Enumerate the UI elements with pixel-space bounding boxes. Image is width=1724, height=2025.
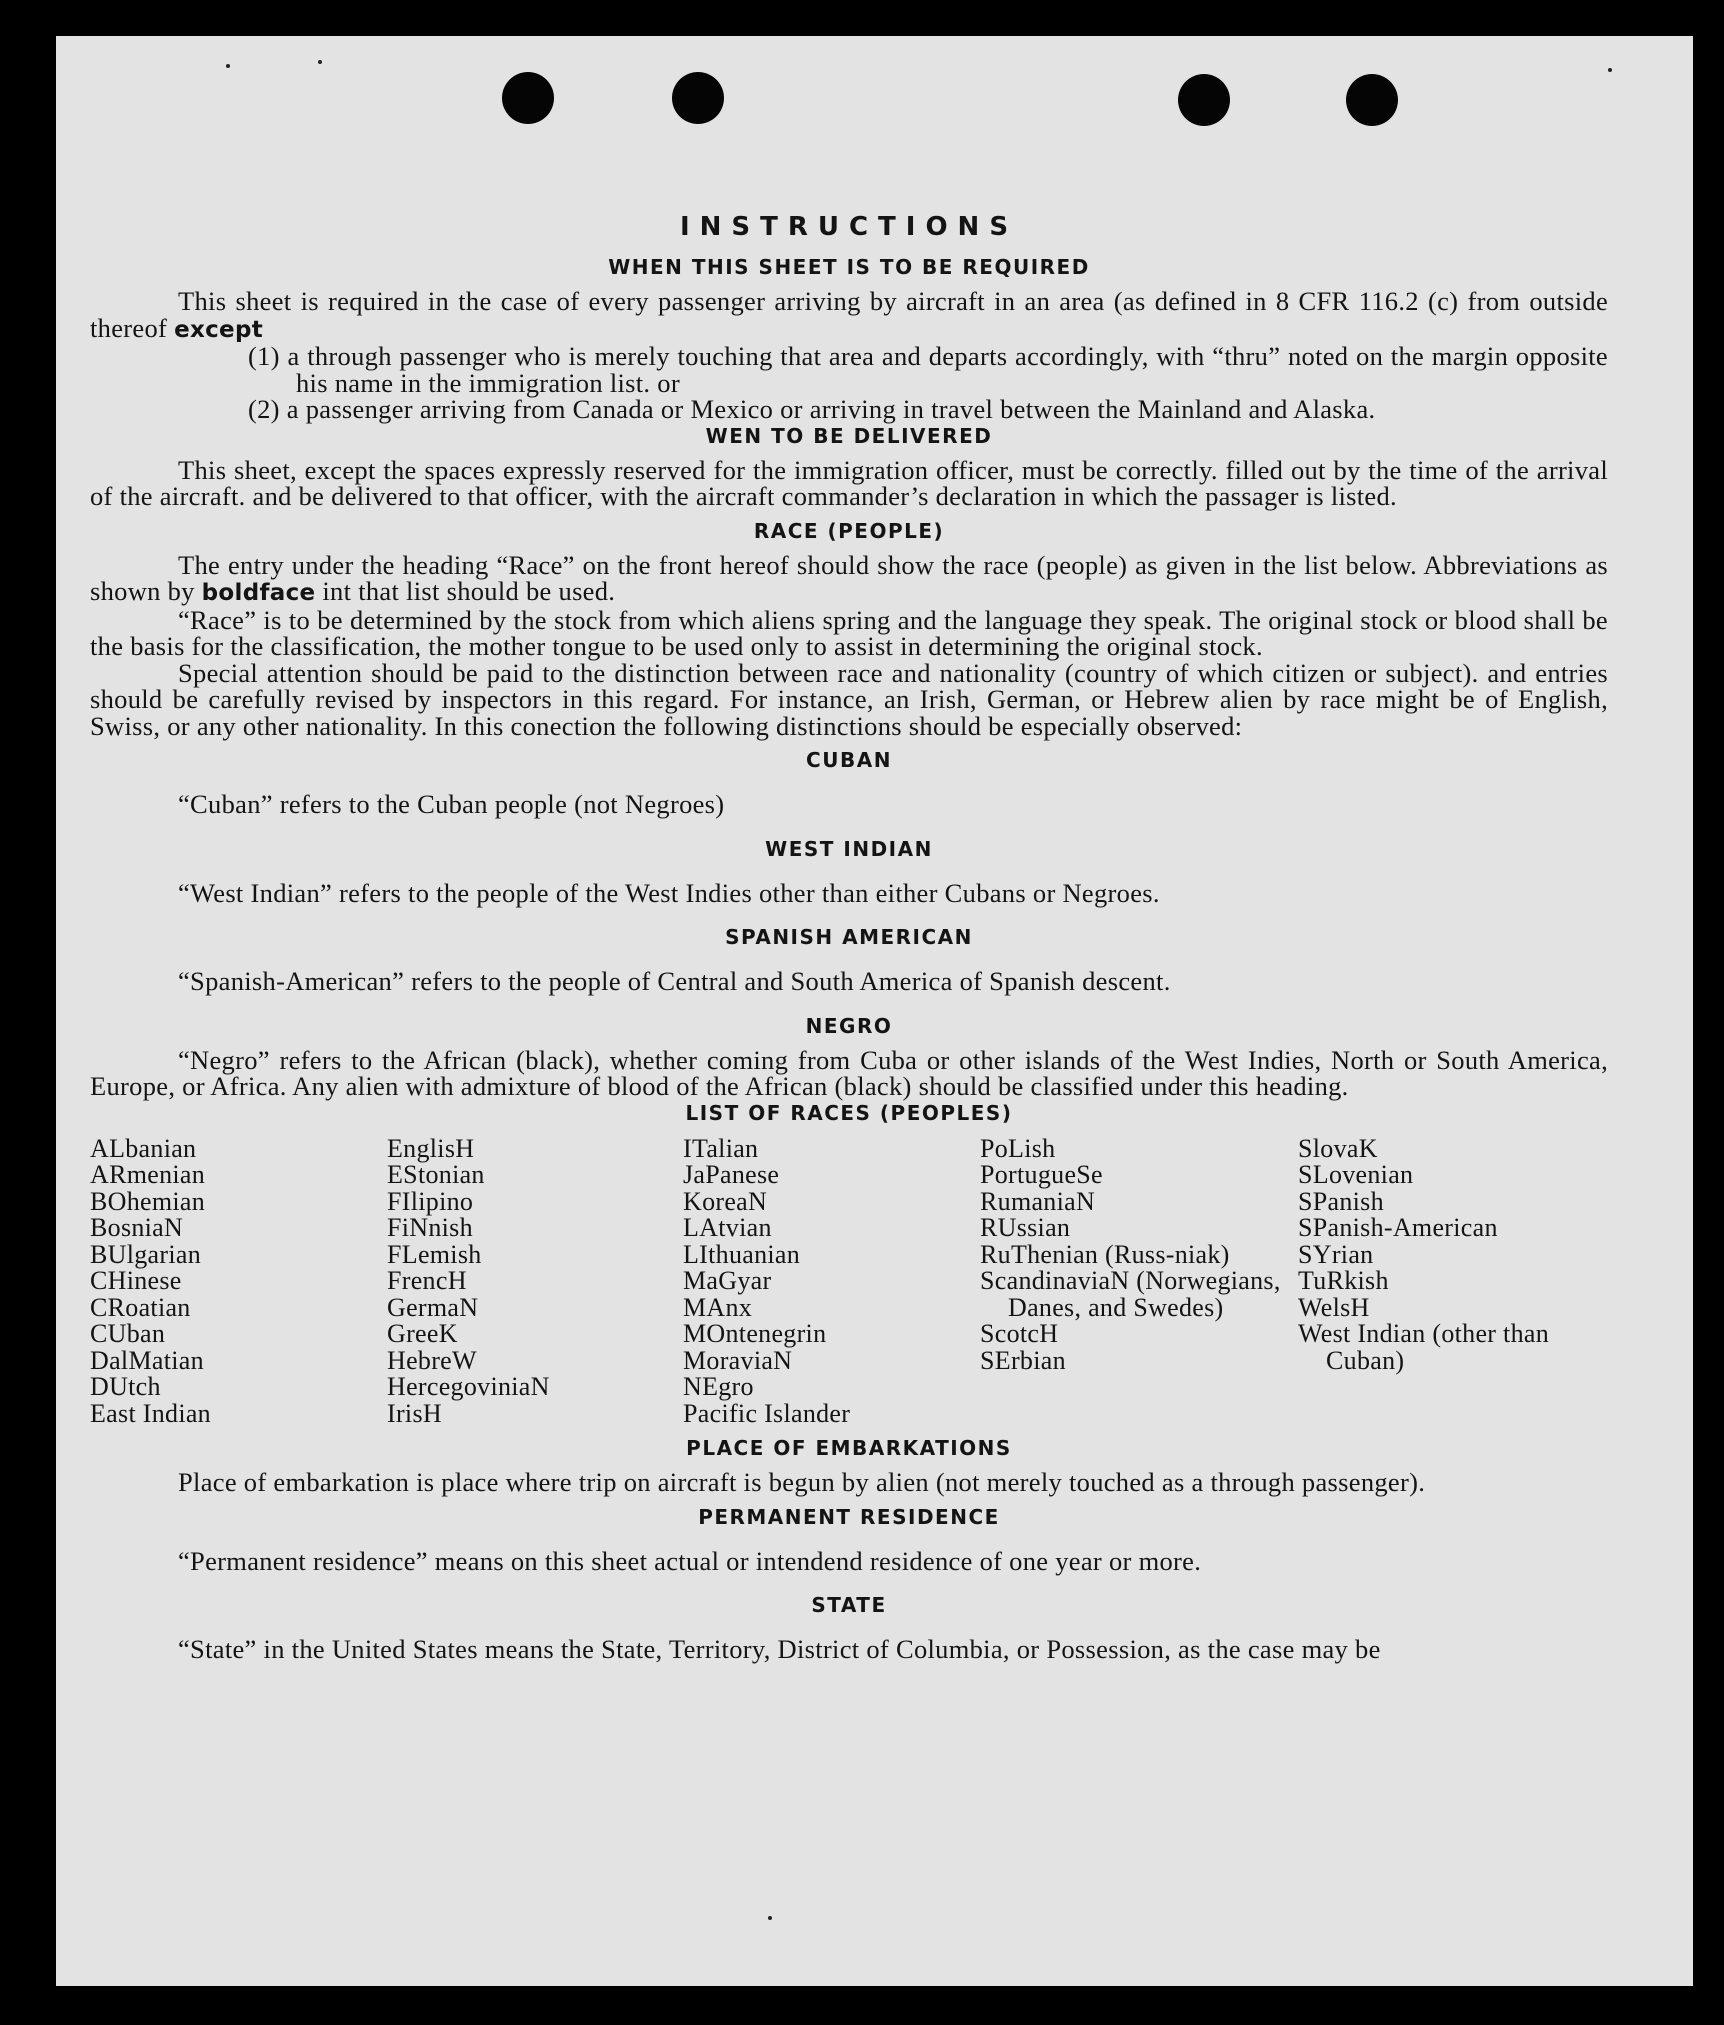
race-item: PoLish: [980, 1133, 1056, 1163]
punch-hole: [502, 72, 554, 124]
race-item: JaPanese: [683, 1160, 780, 1189]
speck: [226, 64, 230, 68]
race-item: PortugueSe: [980, 1160, 1103, 1189]
speck: [318, 60, 322, 64]
race-item: Pacific Islander: [683, 1398, 851, 1428]
race-item: SErbian: [980, 1345, 1066, 1375]
document-sheet: [56, 36, 1693, 1986]
when-required-paragraph: This sheet is required in the case of every passenger arriving by aircraft in an area (as defined in 8 CFR 116.2 (c) from outside thereof except: [90, 286, 1608, 343]
west-indian-paragraph: “West Indian” refers to the people of the West Indies other than either Cubans or Negroes.: [178, 877, 1160, 908]
race-item: SYrian: [1298, 1239, 1374, 1269]
section-heading-permanent-residence: PERMANENT RESIDENCE: [698, 1504, 1000, 1529]
race-item: RumaniaN: [980, 1186, 1096, 1216]
race-item: CHinese: [90, 1266, 182, 1295]
speck: [768, 1916, 772, 1920]
section-heading-west-indian: WEST INDIAN: [765, 836, 933, 861]
race-item: EnglisH: [387, 1133, 475, 1163]
permanent-residence-paragraph: “Permanent residence” means on this sheet actual or intendend residence of one year or more.: [178, 1545, 1202, 1576]
race-item: FIlipino: [387, 1186, 474, 1216]
race-item: BOhemian: [90, 1186, 206, 1216]
speck: [1608, 68, 1612, 72]
race-item: SlovaK: [1298, 1133, 1378, 1163]
race-list: [90, 1133, 1608, 1428]
race-item: ScandinaviaN (Norwegians, Danes, and Swedes): [980, 1266, 1281, 1322]
race-item: KoreaN: [683, 1186, 768, 1216]
race-column: [387, 1133, 683, 1428]
race-item: LIthuanian: [683, 1239, 801, 1269]
race-item: WelsH: [1298, 1292, 1370, 1322]
exception-item-2: (2) a passenger arriving from Canada or Mexico or arriving in travel between the Mainland and Alaska.: [248, 394, 1376, 424]
race-item: MaGyar: [683, 1266, 772, 1295]
race-item: MoraviaN: [683, 1345, 793, 1375]
race-item: IrisH: [387, 1398, 442, 1428]
race-item: SPanish: [1298, 1186, 1384, 1216]
race-item: ARmenian: [90, 1160, 206, 1189]
section-heading-spanish-american: SPANISH AMERICAN: [725, 925, 973, 949]
section-heading-when-delivered: WEN TO BE DELIVERED: [705, 423, 993, 448]
punch-hole: [672, 72, 724, 124]
section-heading-negro: NEGRO: [805, 1013, 893, 1038]
section-heading-cuban: CUBAN: [806, 748, 892, 772]
race-item: West Indian (other than Cuban): [1298, 1319, 1550, 1375]
race-item: GreeK: [387, 1319, 458, 1348]
race-paragraph-3: Special attention should be paid to the distinction between race and nationality (country of which citizen or subject). and entries should be carefully revised by inspectors in this regard. For instance, an Irish, German, or Hebrew alien by race might be of English, Swiss, or any other nationality. In this conection the following distinctions should be especially observed:: [90, 657, 1608, 741]
punch-hole: [1346, 74, 1398, 126]
section-heading-list-of-races: LIST OF RACES (PEOPLES): [685, 1100, 1013, 1125]
race-item: DUtch: [90, 1372, 161, 1401]
race-item: CRoatian: [90, 1292, 191, 1322]
race-column: [90, 1133, 387, 1428]
race-item: ScotcH: [980, 1319, 1059, 1348]
race-item: MAnx: [683, 1292, 753, 1322]
race-item: BosniaN: [90, 1213, 184, 1242]
race-item: SPanish-American: [1298, 1213, 1498, 1242]
race-item: SLovenian: [1298, 1160, 1414, 1189]
race-item: NEgro: [683, 1372, 754, 1401]
exception-item-1: (1) a through passenger who is merely touching that area and departs accordingly, with “thru” noted on the margin opposite his name in the immigration list. or: [248, 341, 1608, 398]
race-item: EStonian: [387, 1160, 485, 1189]
race-item: DalMatian: [90, 1345, 204, 1375]
race-item: MOntenegrin: [683, 1319, 827, 1348]
race-item: ITalian: [683, 1133, 759, 1163]
race-item: FLemish: [387, 1239, 482, 1269]
punch-hole: [1178, 74, 1230, 126]
emphasis-except: except: [174, 316, 264, 343]
race-item: CUban: [90, 1319, 166, 1348]
race-item: FiNnish: [387, 1213, 473, 1242]
state-paragraph: “State” in the United States means the State, Territory, District of Columbia, or Possession, as the case may be: [178, 1634, 1381, 1664]
race-item: RuThenian (Russ-niak): [980, 1239, 1230, 1269]
race-item: TuRkish: [1298, 1266, 1389, 1295]
race-item: FrencH: [387, 1266, 467, 1295]
race-item: ALbanian: [90, 1133, 197, 1163]
race-item: RUssian: [980, 1213, 1071, 1242]
race-item: LAtvian: [683, 1213, 772, 1242]
cuban-paragraph: “Cuban” refers to the Cuban people (not Negroes): [178, 789, 725, 819]
race-item: HebreW: [387, 1345, 477, 1375]
embarkation-paragraph: Place of embarkation is place where trip on aircraft is begun by alien (not merely touched as a through passenger).: [178, 1467, 1426, 1497]
section-heading-when-required: WHEN THIS SHEET IS TO BE REQUIRED: [608, 255, 1090, 279]
section-heading-state: STATE: [811, 1593, 887, 1617]
race-item: GermaN: [387, 1292, 479, 1322]
section-heading-embarkation: PLACE OF EMBARKATIONS: [686, 1436, 1012, 1460]
race-item: East Indian: [90, 1398, 211, 1428]
negro-paragraph: “Negro” refers to the African (black), whether coming from Cuba or other islands of the West Indies, North or South America, Europe, or Africa. Any alien with admixture of blood of the African (black) should be classified under this heading.: [90, 1044, 1608, 1101]
document-content: [90, 174, 1608, 1663]
race-item: HercegoviniaN: [387, 1372, 550, 1401]
when-delivered-paragraph: This sheet, except the spaces expressly reserved for the immigration officer, must be correctly. filled out by the time of the arrival of the aircraft. and be delivered to that officer, with the aircraft commander’s declaration in which the passager is listed.: [90, 454, 1608, 511]
race-item: BUlgarian: [90, 1239, 202, 1269]
race-paragraph-2: “Race” is to be determined by the stock from which aliens spring and the language they speak. The original stock or blood shall be the basis for the classification, the mother tongue to be used only to assist in determining the original stock.: [90, 604, 1608, 661]
race-paragraph-1: The entry under the heading “Race” on the front hereof should show the race (people) as given in the list below. Abbreviations as shown by boldface int that list should be used.: [90, 549, 1608, 606]
emphasis-boldface: boldface: [201, 580, 316, 606]
race-column: [683, 1133, 980, 1428]
race-column: [1298, 1133, 1598, 1428]
section-heading-race: RACE (PEOPLE): [753, 518, 945, 543]
spanish-american-paragraph: “Spanish-American” refers to the people of Central and South America of Spanish descent.: [178, 966, 1171, 996]
page-title: INSTRUCTIONS: [679, 212, 1019, 242]
race-column: [980, 1133, 1298, 1428]
